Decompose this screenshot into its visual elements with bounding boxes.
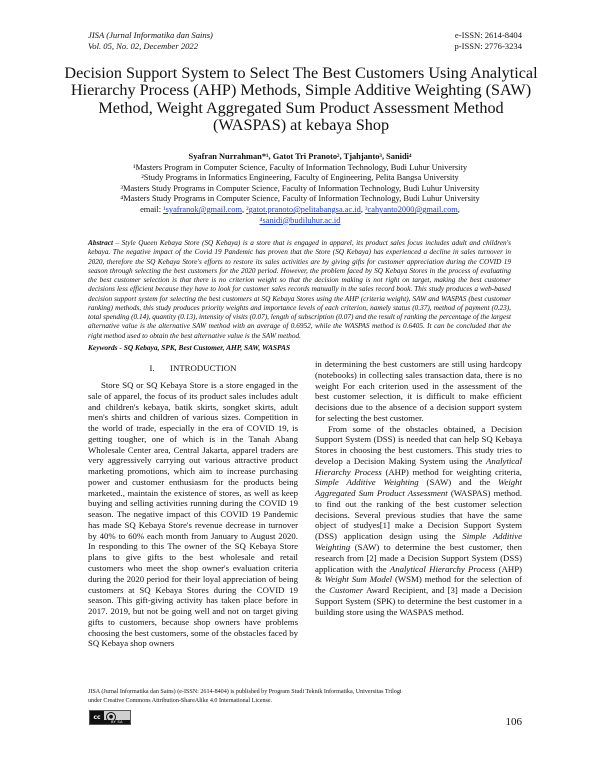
keywords: Keywords - SQ Kebaya, SPK, Best Customer, AHP, SAW, WASPAS	[88, 343, 291, 352]
journal-header-right	[380, 30, 522, 52]
eissn: e-ISSN: 2614-8404	[454, 30, 522, 40]
by-person-icon: ●	[106, 712, 116, 722]
body-column-right	[315, 359, 522, 617]
journal-header-left	[88, 30, 348, 52]
affiliation-1: ¹Masters Program in Computer Science, Faculty of Information Technology, Budi Luhur University	[132, 162, 468, 172]
email-label: email:	[140, 204, 164, 214]
author-block	[40, 152, 560, 226]
affiliation-3: ³Masters Study Programs in Computer Science, Faculty of Information Technology, Budi Luhur University	[120, 183, 480, 193]
cc-license-badge[interactable]	[89, 710, 131, 725]
abstract-text: – Style Queen Kebaya Store (SQ Kebaya) is a store that is engaged in apparel, its product sales focus includes adult and children's kebaya. The negative impact of the Covid 19 Pandemic has proven that the Store (SQ Kebaya) has experienced a decline in sales turnover in 2020, therefore the SQ Kebaya Store's efforts to restore its sales activities are by giving gifts for customer appreciation during the COVID 19 season through selecting the best customers for the 2020 period. However, the problem faced by SQ Kebaya Stores in the process of evaluating the best customer selection is that there is no criterion weight so that the decision making is not right on target, making the best customer decisions less efficient because they have to look for customer sales records manually in the sales record book. This study produces a web-based decision support system for selecting the best customers at SQ Kebaya Stores using the AHP (criteria weight), SAW and WASPAS (best customer ranking) methods, this study produces priority weights and importance levels of each criterion, namely status (0.37), method of payment (0.23), total spending (0.14), quantity (0.13), intensity of visits (0.07), length of subscription (0.07) and the result of ranking the percentage of the largest alternative value is the alternative SAW method with an average of 0.6952, while the WASPAS method is 0.6405. It can be concluded that the right method used to obtain the best alternative value is the SAW method.	[88, 239, 511, 340]
license-line-2: under Creative Commons Attribution-ShareAlike 4.0 International License.	[88, 697, 273, 704]
email-link-3[interactable]: ³cahyanto2000@gmail.com	[365, 204, 458, 214]
cc-logo-icon: cc	[90, 711, 104, 724]
email-link-2[interactable]: ²gatot.pranoto@pelitabangsa.ac.id	[246, 204, 361, 214]
license-footer	[88, 688, 428, 705]
section-title: INTRODUCTION	[170, 363, 237, 373]
license-line-1: JISA (Jurnal Informatika dan Sains) (e-ISSN: 2614-8404) is published by Program Studi Teknik Informatika, Universitas Trilogi	[88, 689, 402, 695]
email-line: email: ¹syafranok@gmail.com, ²gatot.pranoto@pelitabangsa.ac.id, ³cahyanto2000@gmail.com,	[140, 204, 460, 214]
abstract-label: Abstract	[88, 239, 113, 247]
abstract	[88, 239, 511, 341]
affiliation-2: ²Study Programs in Informatics Engineering, Faculty of Engineering, Pelita Bangsa University	[141, 173, 459, 183]
body-column-left	[88, 380, 298, 649]
email-link-4[interactable]: ⁴sanidi@budiluhur.ac.id	[259, 215, 341, 225]
paragraph-intro-1: Store SQ or SQ Kebaya Store is a store engaged in the sale of apparel, the focus of its product sales includes adult and children's kebaya, batik skirts, songket skirts, adult men's shirts and children of various sizes. Competition in the world of trade, especially in the era of COVID 19, is getting tougher, one of which is in the Tanah Abang Wholesale Center area, Central Jakarta, apparel traders are very aggressively carrying out various attractive product marketing promotions, which aim to increase purchasing power and customer enthusiasm for the products being marketed., maintain the existence of stores, as well as keep buying and selling activities running during the COVID 19 season. The negative impact of this COVID 19 Pandemic has made SQ Kebaya Store's revenue decrease in turnover by 40% to 60% each month from January to August 2020. In responding to this The owner of the SQ Kebaya Store plans to give gifts to the best wholesale and retail customers who meet the shop owner's evaluation criteria during the 2020 period for their loyal appreciation of being customers at SQ Kebaya Stores during the COVID 19 season. This gift-giving activity has taken place before in 2017. 2019, but not be going well and not on target giving gifts to customers, because shop owners have problems choosing the best customers, some of the obstacles faced by SQ Kebaya shop owners	[88, 380, 298, 649]
page-number: 106	[505, 716, 522, 728]
pissn: p-ISSN: 2776-3234	[454, 41, 522, 51]
journal-volume: Vol. 05, No. 02, December 2022	[88, 41, 199, 51]
section-heading	[88, 363, 298, 373]
affiliation-4: ⁴Masters Study Programs in Computer Science, Faculty of Information Technology, Budi Luhur University	[120, 194, 480, 204]
paper-title: Decision Support System to Select The Best Customers Using Analytical Hierarchy Process (AHP) Methods, Simple Additive Weighting (SAW) Method, Weight Aggregated Sum Product Assessment Method (WASPAS) at kebaya Shop	[64, 64, 538, 134]
email-link-1[interactable]: ¹syafranok@gmail.com	[163, 204, 242, 214]
paragraph-intro-2: in determining the best customers are still using hardcopy (notebooks) in collecting sales transaction data, there is no weight For each criterion used in the assessment of the best customer selection, it is difficult to make efficient decisions due to the absence of a decision support system for selecting the best customer.	[315, 359, 522, 423]
section-number: I.	[149, 363, 155, 373]
journal-name: JISA (Jurnal Informatika dan Sains)	[88, 30, 213, 40]
paragraph-intro-3: From some of the obstacles obtained, a Decision Support System (DSS) is needed that can help SQ Kebaya Stores in choosing the best customers. This study tries to develop a Decision Making System using the Analytical Hierarchy Process (AHP) method for weighting criteria, Simple Additive Weighting (SAW) and the Weight Aggregated Sum Product Assessment (WASPAS) method. to find out the ranking of the best customer selection decisions. Several previous studies that have the same object of studyes[1] make a Decision Support System (DSS) application design using the Simple Additive Weighting (SAW) to determine the best customer, then research from [2] made a Decision Support System (DSS) application with the Analytical Hierarchy Process (AHP) & Weight Sum Model (WSM) method for the selection of the Customer Award Recipient, and [3] made a Decision Support System (SPK) to determine the best customer in a building store using the WASPAS method.	[315, 423, 523, 617]
cc-badge-label: BY SA	[104, 720, 130, 724]
author-names: Syafran Nurrahman*¹, Gatot Tri Pranoto², Tjahjanto³, Sanidi⁴	[188, 152, 412, 161]
